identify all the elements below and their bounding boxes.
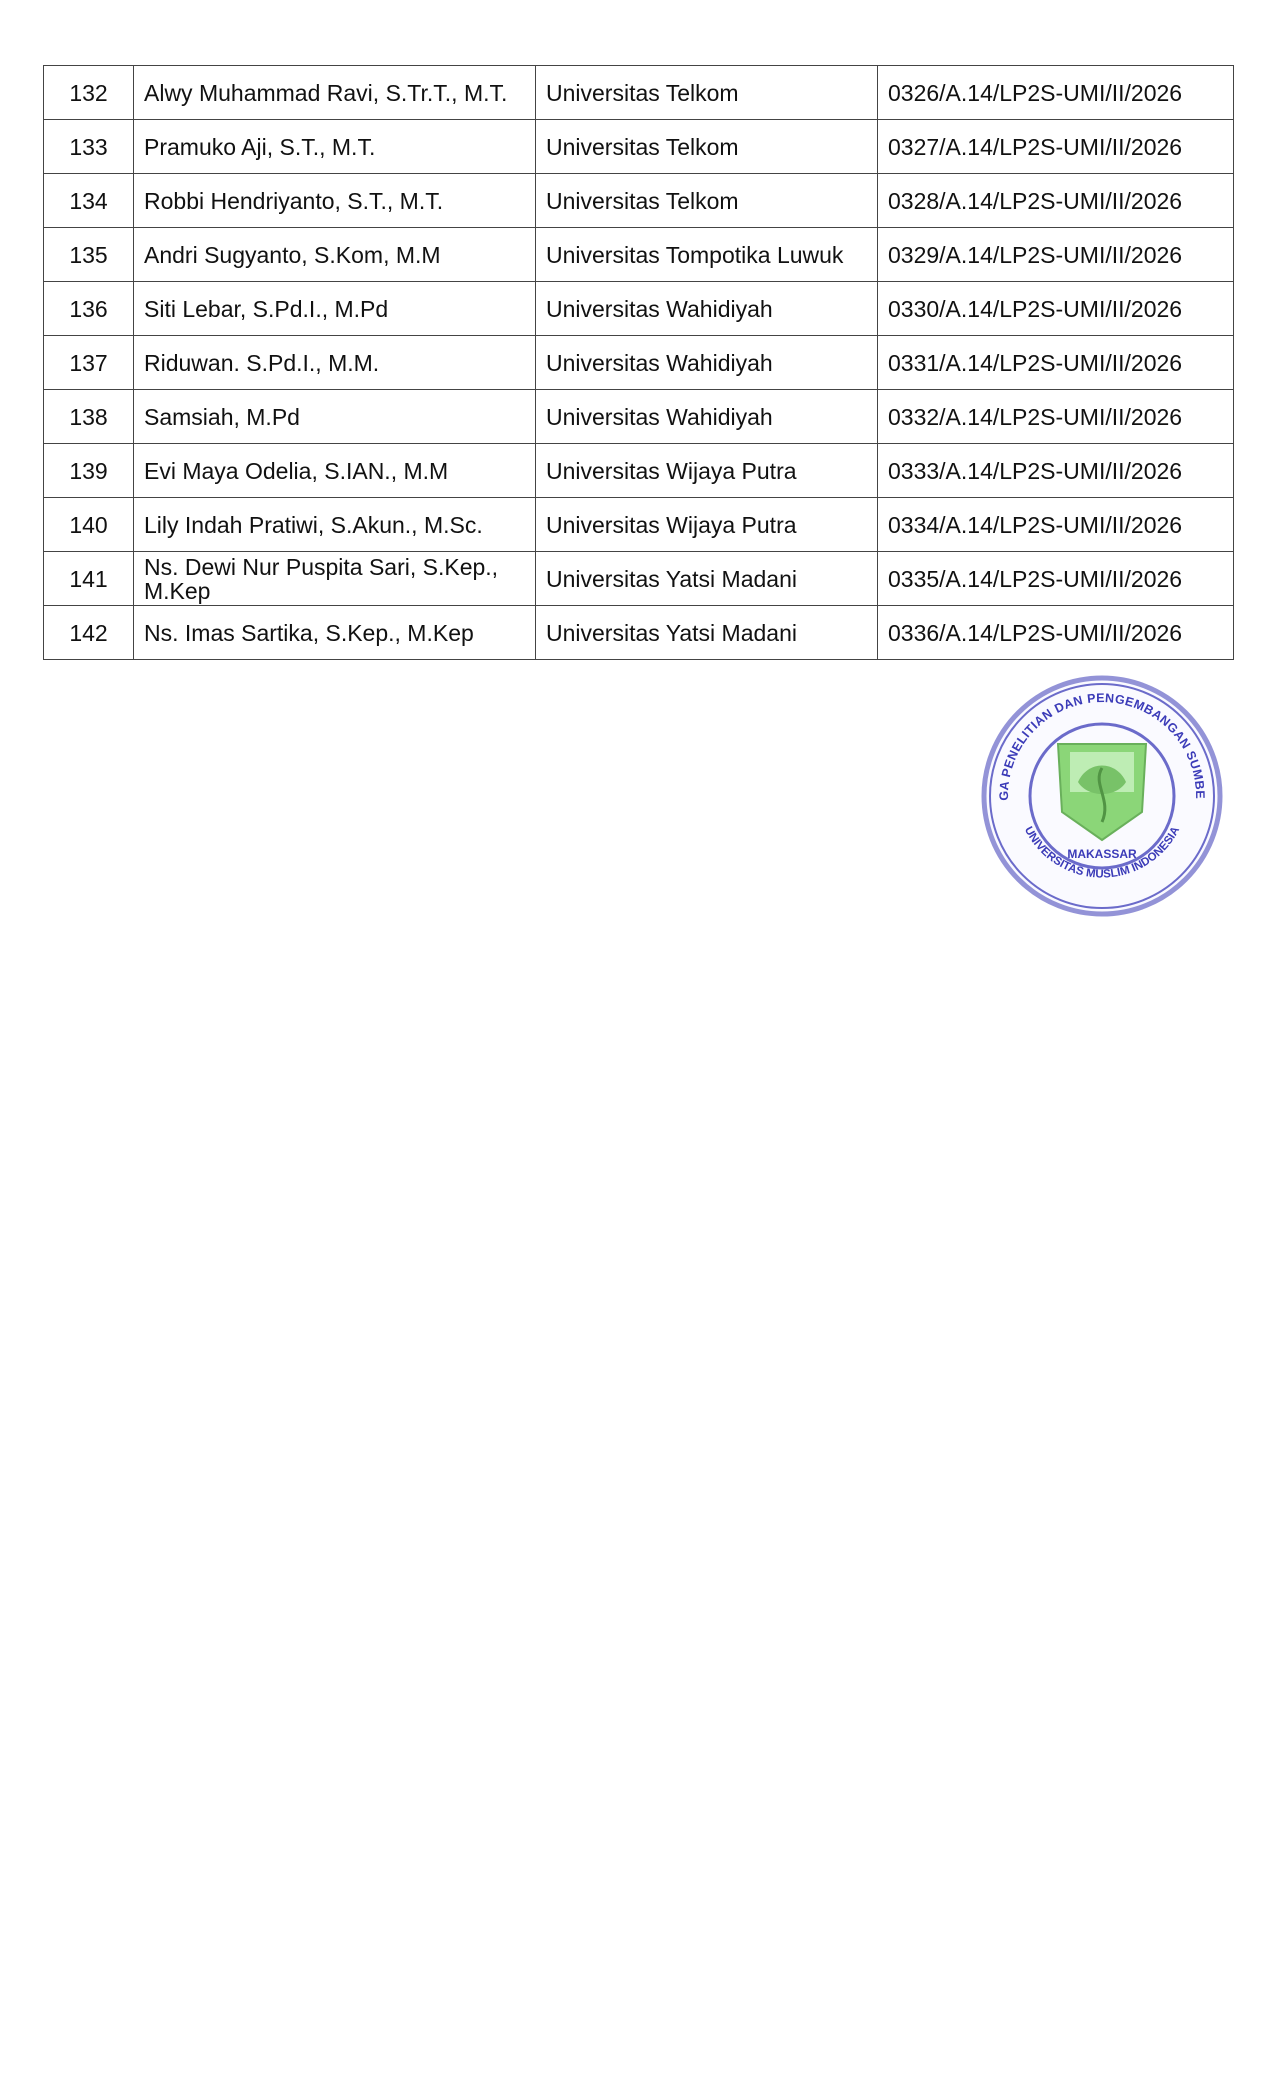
participant-name: Pramuko Aji, S.T., M.T.	[134, 120, 536, 174]
institution: Universitas Wahidiyah	[536, 336, 878, 390]
participant-name: Evi Maya Odelia, S.IAN., M.M	[134, 444, 536, 498]
letter-number: 0331/A.14/LP2S-UMI/II/2026	[878, 336, 1234, 390]
letter-number: 0328/A.14/LP2S-UMI/II/2026	[878, 174, 1234, 228]
institution: Universitas Tompotika Luwuk	[536, 228, 878, 282]
letter-number-table	[43, 65, 1234, 660]
svg-text:LEMBAGA PENELITIAN DAN PENGEMB: GA PENELITIAN DAN PENGEMBANGAN SUMBE	[996, 690, 1208, 801]
row-number: 132	[44, 66, 134, 120]
table-row	[44, 174, 1234, 228]
letter-number: 0335/A.14/LP2S-UMI/II/2026	[878, 552, 1234, 606]
institution: Universitas Wahidiyah	[536, 282, 878, 336]
participant-name: Ns. Dewi Nur Puspita Sari, S.Kep., M.Kep	[134, 552, 536, 606]
participant-name: Samsiah, M.Pd	[134, 390, 536, 444]
institution: Universitas Wijaya Putra	[536, 444, 878, 498]
row-number: 137	[44, 336, 134, 390]
institution: Universitas Telkom	[536, 66, 878, 120]
row-number: 142	[44, 606, 134, 660]
table-row	[44, 120, 1234, 174]
institution: Universitas Yatsi Madani	[536, 606, 878, 660]
table-row	[44, 390, 1234, 444]
letter-number: 0333/A.14/LP2S-UMI/II/2026	[878, 444, 1234, 498]
participant-name: Robbi Hendriyanto, S.T., M.T.	[134, 174, 536, 228]
letter-number: 0327/A.14/LP2S-UMI/II/2026	[878, 120, 1234, 174]
table-row	[44, 552, 1234, 606]
letter-number-table-container	[43, 65, 1233, 660]
participant-name: Ns. Imas Sartika, S.Kep., M.Kep	[134, 606, 536, 660]
row-number: 140	[44, 498, 134, 552]
row-number: 133	[44, 120, 134, 174]
table-row	[44, 444, 1234, 498]
letter-number: 0330/A.14/LP2S-UMI/II/2026	[878, 282, 1234, 336]
institution: Universitas Yatsi Madani	[536, 552, 878, 606]
svg-text:MAKASSAR: MAKASSAR	[1067, 847, 1137, 861]
table-row	[44, 498, 1234, 552]
institution: Universitas Wijaya Putra	[536, 498, 878, 552]
institution-stamp	[978, 672, 1226, 920]
row-number: 139	[44, 444, 134, 498]
table-row	[44, 228, 1234, 282]
letter-number: 0329/A.14/LP2S-UMI/II/2026	[878, 228, 1234, 282]
letter-number: 0332/A.14/LP2S-UMI/II/2026	[878, 390, 1234, 444]
row-number: 136	[44, 282, 134, 336]
letter-number: 0336/A.14/LP2S-UMI/II/2026	[878, 606, 1234, 660]
row-number: 134	[44, 174, 134, 228]
table-row	[44, 282, 1234, 336]
participant-name: Lily Indah Pratiwi, S.Akun., M.Sc.	[134, 498, 536, 552]
row-number: 141	[44, 552, 134, 606]
letter-number: 0334/A.14/LP2S-UMI/II/2026	[878, 498, 1234, 552]
svg-text:UNIVERSITAS MUSLIM INDONESIA: UNIVERSITAS MUSLIM INDONESIA	[1021, 824, 1183, 881]
table-row	[44, 336, 1234, 390]
letter-number: 0326/A.14/LP2S-UMI/II/2026	[878, 66, 1234, 120]
table-row	[44, 66, 1234, 120]
row-number: 138	[44, 390, 134, 444]
row-number: 135	[44, 228, 134, 282]
participant-name: Alwy Muhammad Ravi, S.Tr.T., M.T.	[134, 66, 536, 120]
participant-name: Riduwan. S.Pd.I., M.M.	[134, 336, 536, 390]
participant-name: Andri Sugyanto, S.Kom, M.M	[134, 228, 536, 282]
participant-name: Siti Lebar, S.Pd.I., M.Pd	[134, 282, 536, 336]
institution: Universitas Wahidiyah	[536, 390, 878, 444]
stamp-seal-icon	[978, 672, 1226, 920]
institution: Universitas Telkom	[536, 120, 878, 174]
institution: Universitas Telkom	[536, 174, 878, 228]
table-row	[44, 606, 1234, 660]
